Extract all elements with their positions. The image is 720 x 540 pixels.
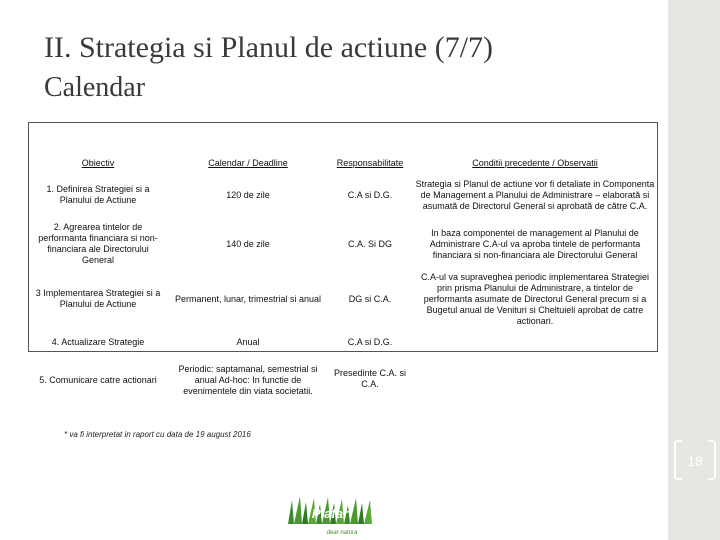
table-row-1-objective: 1. Definirea Strategiei si a Planului de Actiune (46, 184, 150, 205)
table-row-1-deadline: 120 de zile (226, 189, 270, 200)
table-row-2-deadline: 140 de zile (226, 238, 270, 249)
table-row-4-responsible: C.A si D.G. (347, 336, 393, 347)
header-notes: Conditii precedente / Observatii (472, 157, 598, 168)
table-row-3-objective: 3 Implementarea Strategiei si a Planului de Actiune (35, 288, 161, 309)
logo-tagline: dear natura (326, 530, 358, 536)
table-row-2-objective: 2. Agrearea tintelor de performanta financiara si non-financiara ale Directorului General (38, 222, 158, 265)
page-number: 18 (687, 453, 703, 469)
table-row-4-objective: 4. Actualizare Strategie (51, 336, 145, 347)
logo-text: Plafar (311, 506, 349, 521)
table-row-2-notes: In baza componentei de management al Planului de Administrare C.A-ul va aproba tintele de performanta financiara si non-financiara ale Directorului General (429, 227, 641, 260)
table-row-1-responsible: C.A si D.G. (347, 189, 393, 200)
table-row-5-objective: 5. Comunicare catre actionari (39, 374, 157, 385)
table-row-3-notes: C.A-ul va supraveghea periodic implementarea Strategiei prin prisma Planului de Administrare, a tintelor de performanta asumate de Directorul General precum si a Bugetul anual de Venituri si Cheltuieli aprobat de catre actionari. (420, 271, 650, 326)
page-bracket-right (708, 440, 716, 480)
table-row-2-responsible: C.A. Si DG (347, 238, 392, 249)
table-row-3-deadline: Permanent, lunar, trimestrial si anual (174, 293, 322, 304)
header-deadline: Calendar / Deadline (208, 157, 288, 168)
slide-title: II. Strategia si Planul de actiune (7/7) (44, 31, 494, 64)
table-row-4-deadline: Anual (236, 336, 260, 347)
table-row-5-deadline: Periodic: saptamanal, semestrial si anual Ad-hoc: In functie de evenimentele din viata societatii. (178, 363, 318, 396)
header-objective: Obiectiv (81, 157, 115, 168)
slide-subtitle: Calendar (44, 72, 146, 103)
plafar-logo (284, 494, 376, 538)
table-row-1-notes: Strategia si Planul de actiune vor fi detaliate in Componenta de Management a Planului de Administrare – elaborată si asumată de Directorul General si aprobată de către C.A. (415, 178, 655, 211)
header-responsible: Responsabilitate (336, 157, 404, 168)
table-row-3-responsible: DG si C.A. (348, 293, 392, 304)
footnote: * va fi interpretat in raport cu data de 19 august 2016 (64, 430, 251, 439)
table-row-5-responsible: Presedinte C.A. si C.A. (333, 368, 407, 389)
